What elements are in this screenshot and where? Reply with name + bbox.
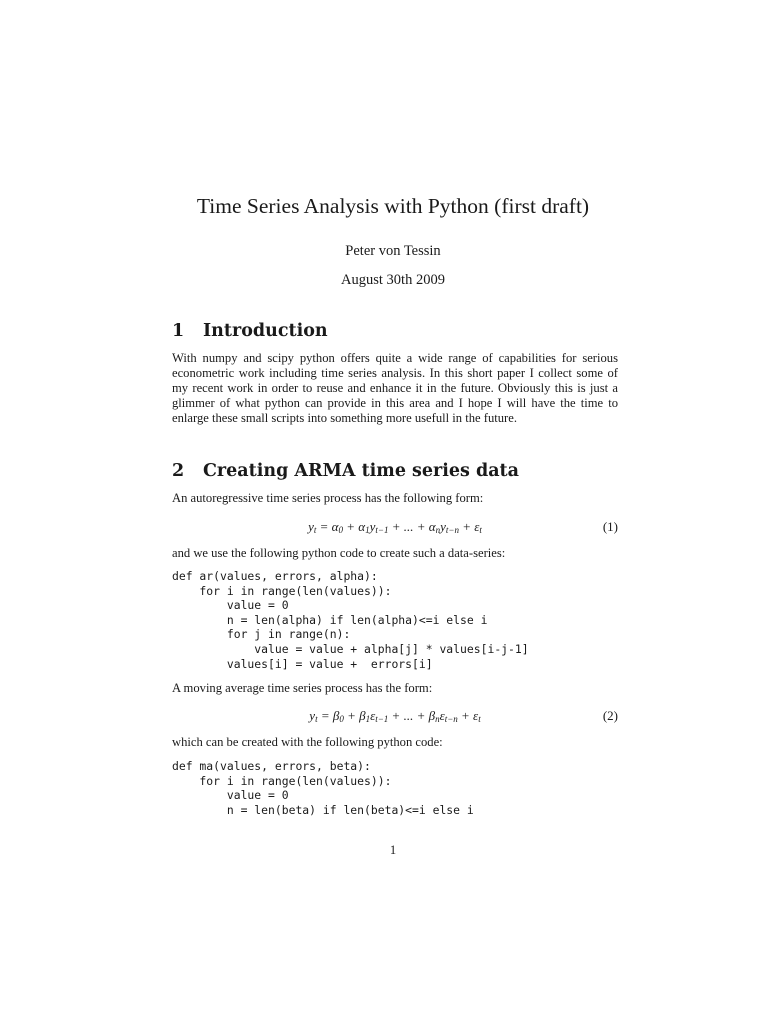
section-heading-introduction <box>172 321 328 341</box>
equation-ar <box>172 519 618 535</box>
ma-code-intro-text: which can be created with the following python code: <box>172 735 443 749</box>
ar-code-intro-text: and we use the following python code to create such a data-series: <box>172 546 506 560</box>
section-title: Introduction <box>203 321 328 341</box>
intro-paragraph: With numpy and scipy python offers quite a wide range of capabilities for serious econometric work including time series analysis. In this short paper I collect some of my recent work in order to reuse and enhance it in the future. Obviously this is just a glimmer of what python can provide in this area and I hope I will have the time to enlarge these small scripts into something more usefull in the future. <box>172 351 618 425</box>
page-number: 1 <box>389 843 397 857</box>
ar-intro-text: An autoregressive time series process has the following form: <box>172 491 484 505</box>
section-number: 1 <box>172 321 185 341</box>
author: Peter von Tessin <box>345 243 441 259</box>
equation-ma-expression: $y_t = \beta_0 + \beta_1\varepsilon_{t-1}$ + ... + $\beta_n\varepsilon_{t-n} + \varepsilon_t$ <box>309 708 481 724</box>
paper-title: Time Series Analysis with Python (first draft) <box>196 194 590 218</box>
section-title: Creating ARMA time series data <box>203 461 519 481</box>
ar-code-block: def ar(values, errors, alpha): for i in range(len(values)): value = 0 n = len(alpha) if len(alpha)<=i else i for j in range(n): value = value + alpha[j] * values[i-j-1] values[i] = value + errors[i] <box>172 569 529 671</box>
ma-code-block: def ma(values, errors, beta): for i in range(len(values)): value = 0 n = len(beta) if len(beta)<=i else i <box>172 759 474 817</box>
date: August 30th 2009 <box>341 272 445 288</box>
section-number: 2 <box>172 461 185 481</box>
ma-intro-text: A moving average time series process has the form: <box>172 681 433 695</box>
equation-number: (2) <box>602 708 618 723</box>
equation-ma <box>172 708 618 724</box>
equation-ar-expression: $y_t = \alpha_0 + \alpha_1y_{t-1}$ + ... + $\alpha_ny_{t-n} + \varepsilon_t$ <box>308 519 482 535</box>
section-heading-arma <box>172 461 519 481</box>
equation-number: (1) <box>602 519 618 534</box>
